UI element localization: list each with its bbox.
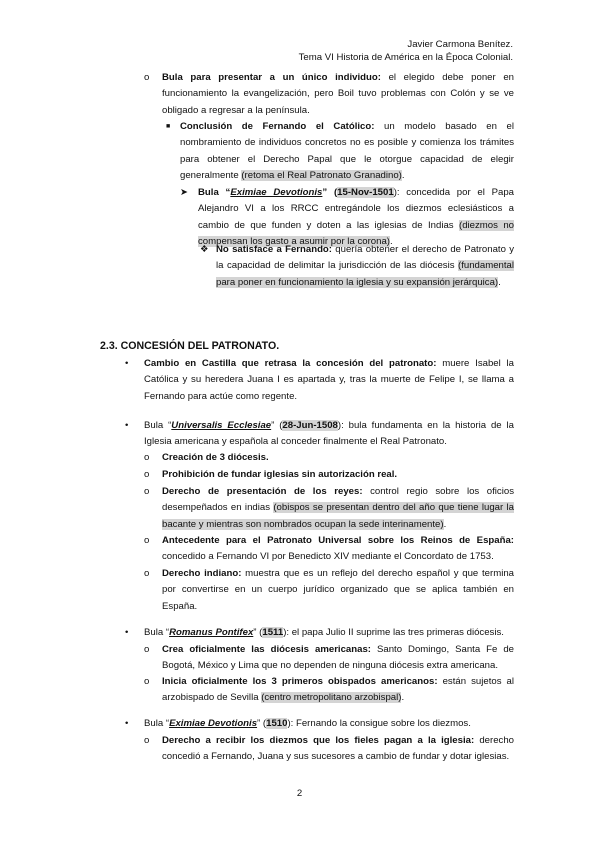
bullet-icon: • — [125, 627, 129, 638]
list-item: Bula “Universalis Ecclesiae” (28-Jun-1508): bula fundamenta en la historia de la Iglesia americana y española al conceder finalmente el Real Patronato. — [144, 420, 514, 448]
header-author: Javier Carmona Benítez. — [407, 39, 513, 50]
header-topic: Tema VI Historia de América en la Época Colonial. — [298, 52, 513, 63]
circle-bullet-icon: o — [144, 735, 150, 746]
bullet-icon: • — [125, 718, 129, 729]
bullet-icon: • — [125, 358, 129, 369]
section-title: 2.3. CONCESIÓN DEL PATRONATO. — [100, 340, 280, 352]
list-item: Prohibición de fundar iglesias sin autorización real. — [162, 469, 398, 480]
circle-bullet-icon: o — [144, 486, 150, 497]
list-item: Conclusión de Fernando el Católico: un modelo basado en el nombramiento de individuos concretos no es posible y comienza los trámites para obtener el Derecho Papal que le otorgue capacidad de elegir generalmente (retoma el Real Patronato Granadino). — [180, 121, 515, 182]
circle-bullet-icon: o — [144, 676, 150, 687]
circle-bullet-icon: o — [144, 644, 150, 655]
list-item: Creación de 3 diócesis. — [162, 452, 269, 463]
list-item: Antecedente para el Patronato Universal sobre los Reinos de España: concedido a Fernando VI por Benedicto XIV mediante el Concordato de 1753. — [162, 535, 514, 563]
list-item: Derecho a recibir los diezmos que los fieles pagan a la iglesia: derecho concedió a Fernando, Juana y sus sucesores a cambio de fundar y dotar iglesias. — [162, 735, 515, 763]
circle-bullet-icon: o — [144, 469, 150, 480]
list-item: Derecho de presentación de los reyes: control regio sobre los oficios desempeñados en indias (obispos se presentan dentro del año que tiene lugar la bacante y mientras son nombrados ocupan la sede interinamente). — [162, 486, 514, 530]
list-item: Bula para presentar a un único individuo: el elegido debe poner en funcionamiento la evangelización, pero Boil tuvo problemas con Colón y se ve obligado a regresar a la península. — [162, 72, 514, 116]
diamond-bullet-icon: ❖ — [200, 244, 209, 255]
bullet-icon: • — [125, 420, 129, 431]
arrow-bullet-icon: ➤ — [180, 187, 189, 198]
circle-bullet-icon: o — [144, 568, 150, 579]
list-item: Bula “Eximiae Devotionis” (15-Nov-1501): concedida por el Papa Alejandro VI a los RRCC entregándole los diezmos eclesiásticos a cambio de que funden y doten a las iglesias de Indias (diezmos no compensan los gasto a asumir por la corona). — [198, 187, 514, 248]
page-number: 2 — [296, 788, 303, 799]
circle-bullet-icon: o — [144, 452, 150, 463]
list-item: Cambio en Castilla que retrasa la concesión del patronato: muere Isabel la Católica y su heredera Juana I es apartada y, tras la muerte de Felipe I, se llama a Fernando para actúe como regente. — [144, 358, 514, 402]
circle-bullet-icon: o — [144, 535, 150, 546]
list-item: Bula “Romanus Pontifex” (1511): el papa Julio II suprime las tres primeras diócesis. — [144, 627, 504, 638]
list-item: Inicia oficialmente los 3 primeros obispados americanos: están sujetos al arzobispado de Sevilla (centro metropolitano arzobispal). — [162, 676, 514, 704]
list-item: Bula “Eximiae Devotionis” (1510): Fernando la consigue sobre los diezmos. — [144, 718, 471, 729]
list-item: Derecho indiano: muestra que es un reflejo del derecho español y que termina por convertirse en un cuerpo jurídico organizado que se aplica también en España. — [162, 568, 514, 612]
square-bullet-icon: ■ — [166, 123, 171, 130]
list-item: Crea oficialmente las diócesis americanas: Santo Domingo, Santa Fe de Bogotá, México y Lima que no dependen de ninguna diócesis extra americana. — [162, 644, 515, 672]
list-item: No satisface a Fernando: quería obtener el derecho de Patronato y la capacidad de delimitar la jurisdicción de las diócesis (fundamental para poner en funcionamiento la iglesia y su expansión jerárquica). — [216, 244, 514, 288]
page-header — [299, 38, 513, 64]
circle-bullet-icon: o — [144, 72, 150, 83]
